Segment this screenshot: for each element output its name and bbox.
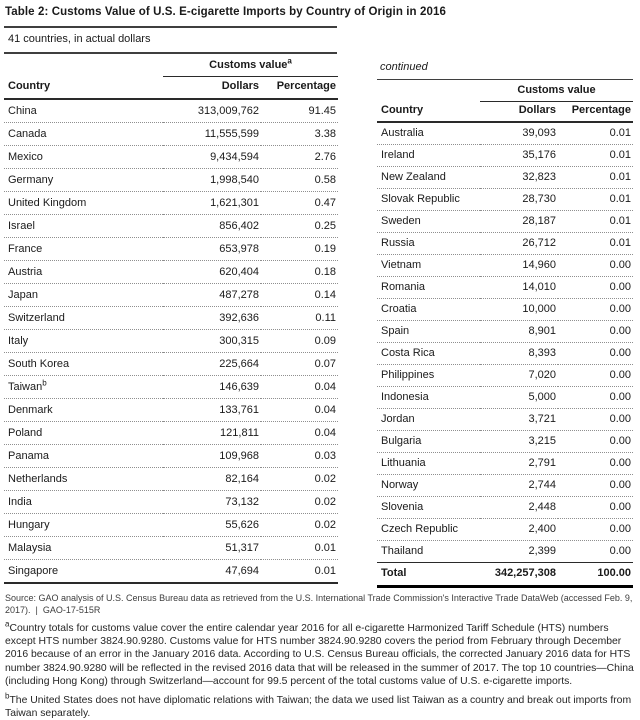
table-row <box>377 145 633 167</box>
percentage-cell: 0.00 <box>558 519 633 541</box>
table-row <box>377 431 633 453</box>
table-row <box>377 475 633 497</box>
percentage-cell: 0.00 <box>558 255 633 277</box>
dollars-cell: 11,555,599 <box>163 123 261 146</box>
table-row <box>377 519 633 541</box>
dollars-cell: 856,402 <box>163 215 261 238</box>
left-column <box>4 54 338 584</box>
country-cell: Slovak Republic <box>377 189 480 211</box>
dollars-cell: 47,694 <box>163 560 261 584</box>
country-cell: Sweden <box>377 211 480 233</box>
country-cell: Vietnam <box>377 255 480 277</box>
dollars-cell: 10,000 <box>480 299 558 321</box>
dollars-cell: 109,968 <box>163 445 261 468</box>
total-label-cell: Total <box>377 563 480 587</box>
dollars-cell: 3,721 <box>480 409 558 431</box>
table-row <box>377 255 633 277</box>
footnote-b-marker: b <box>5 691 10 701</box>
percentage-cell: 0.00 <box>558 277 633 299</box>
footnote-a-text: Country totals for customs value cover the entire calendar year 2016 for all e-cigarette Harmonized Tariff Schedule (HTS) numbers except HTS number 3824.90.9280. Customs value for HTS number 3824.90.9280 covers the period from February through December 2016 because of an error in the January 2016 data. According to U.S. Census Bureau officials, the corrected January 2016 data for HTS number 3824.90.9280 will be reflected in the revised 2016 data that will be released in the summer of 2017. The top 10 countries—China (including Hong Kong) through Switzerland—account for 99.5 percent of the total customs value of U.S. e-cigarette imports. <box>5 623 634 687</box>
country-cell: Norway <box>377 475 480 497</box>
country-cell: Thailand <box>377 541 480 563</box>
dollars-cell: 133,761 <box>163 399 261 422</box>
table-row <box>377 541 633 563</box>
country-cell: Japan <box>4 284 163 307</box>
country-cell: Croatia <box>377 299 480 321</box>
table-row <box>377 453 633 475</box>
percentage-cell: 0.09 <box>261 330 338 353</box>
table-row <box>4 422 338 445</box>
percentage-cell: 0.02 <box>261 491 338 514</box>
right-column <box>377 54 633 588</box>
group-header-customs-value: Customs value <box>480 80 633 102</box>
percentage-cell: 3.38 <box>261 123 338 146</box>
dollars-cell: 653,978 <box>163 238 261 261</box>
footnote-a <box>5 619 636 688</box>
percentage-cell: 0.03 <box>261 445 338 468</box>
country-cell: New Zealand <box>377 167 480 189</box>
percentage-cell: 0.04 <box>261 399 338 422</box>
country-cell: Indonesia <box>377 387 480 409</box>
table-row <box>4 445 338 468</box>
table-row <box>377 343 633 365</box>
country-cell: Israel <box>4 215 163 238</box>
group-header-customs-value <box>163 54 338 77</box>
dollars-cell: 2,399 <box>480 541 558 563</box>
total-percentage-cell: 100.00 <box>558 563 633 587</box>
country-cell: Italy <box>4 330 163 353</box>
dollars-cell: 8,393 <box>480 343 558 365</box>
percentage-cell: 0.00 <box>558 431 633 453</box>
percentage-column-header: Percentage <box>558 101 633 122</box>
country-cell: Ireland <box>377 145 480 167</box>
percentage-cell: 0.00 <box>558 321 633 343</box>
dollars-cell: 82,164 <box>163 468 261 491</box>
percentage-cell: 0.01 <box>261 560 338 584</box>
country-cell: Spain <box>377 321 480 343</box>
dollars-cell: 9,434,594 <box>163 146 261 169</box>
percentage-cell: 0.00 <box>558 299 633 321</box>
percentage-cell: 0.00 <box>558 387 633 409</box>
percentage-cell: 0.04 <box>261 422 338 445</box>
percentage-cell: 0.01 <box>261 537 338 560</box>
country-cell: Austria <box>4 261 163 284</box>
country-cell: Germany <box>4 169 163 192</box>
footnote-b <box>5 691 636 720</box>
country-cell: Australia <box>381 127 424 139</box>
table-row <box>377 122 633 145</box>
dollars-column-header: Dollars <box>163 77 261 100</box>
dollars-cell: 28,187 <box>480 211 558 233</box>
dollars-cell: 5,000 <box>480 387 558 409</box>
country-cell: Costa Rica <box>377 343 480 365</box>
table-row <box>4 330 338 353</box>
country-cell: South Korea <box>4 353 163 376</box>
table-row <box>4 353 338 376</box>
percentage-cell: 0.07 <box>261 353 338 376</box>
percentage-cell: 0.00 <box>558 409 633 431</box>
table-row <box>4 215 338 238</box>
table-columns <box>4 54 636 588</box>
table-row <box>377 321 633 343</box>
table-row <box>4 284 338 307</box>
dollars-cell: 39,093 <box>522 127 556 139</box>
dollars-cell: 313,009,762 <box>197 104 259 117</box>
source-note: Source: GAO analysis of U.S. Census Bureau data as retrieved from the U.S. International Trade Commission's Interactive Trade DataWeb (accessed Feb. 9, 2017). | GAO-17-515R <box>5 593 635 615</box>
percentage-cell: 0.18 <box>261 261 338 284</box>
group-header-row <box>4 54 338 77</box>
country-cell: China <box>8 104 37 117</box>
table-row <box>377 189 633 211</box>
footnote-a-marker: a <box>5 619 10 629</box>
country-cell: Czech Republic <box>377 519 480 541</box>
table-row <box>4 560 338 584</box>
dollars-cell: 1,998,540 <box>163 169 261 192</box>
footnote-ref-b: b <box>42 377 47 387</box>
country-cell: Jordan <box>377 409 480 431</box>
dollars-cell: 14,010 <box>480 277 558 299</box>
table-row <box>377 497 633 519</box>
dollars-cell: 225,664 <box>163 353 261 376</box>
percentage-cell: 0.47 <box>261 192 338 215</box>
percentage-cell: 0.14 <box>261 284 338 307</box>
country-cell: Bulgaria <box>377 431 480 453</box>
table-row <box>377 365 633 387</box>
customs-value-table-right <box>377 79 633 588</box>
group-header-label: Customs value <box>209 59 288 71</box>
percentage-cell: 0.01 <box>558 233 633 255</box>
table-row <box>377 233 633 255</box>
dollars-cell: 73,132 <box>163 491 261 514</box>
table-footer <box>4 593 636 720</box>
dollars-cell: 35,176 <box>480 145 558 167</box>
dollars-cell: 7,020 <box>480 365 558 387</box>
percentage-cell: 0.00 <box>558 343 633 365</box>
percentage-cell: 0.01 <box>558 189 633 211</box>
customs-value-table-left <box>4 54 338 584</box>
percentage-cell: 0.58 <box>261 169 338 192</box>
country-cell: Singapore <box>4 560 163 584</box>
country-cell: Romania <box>377 277 480 299</box>
country-cell: Lithuania <box>377 453 480 475</box>
country-cell: Malaysia <box>4 537 163 560</box>
table-row <box>4 192 338 215</box>
percentage-cell: 0.01 <box>558 211 633 233</box>
percentage-cell: 0.04 <box>261 376 338 399</box>
dollars-cell: 2,744 <box>480 475 558 497</box>
dollars-cell: 55,626 <box>163 514 261 537</box>
dollars-cell: 2,448 <box>480 497 558 519</box>
total-row <box>377 563 633 587</box>
country-cell: Canada <box>4 123 163 146</box>
table-subtitle: 41 countries, in actual dollars <box>4 28 337 54</box>
table-row <box>4 468 338 491</box>
table-row <box>4 238 338 261</box>
table-row <box>4 376 338 399</box>
percentage-cell: 0.01 <box>558 167 633 189</box>
table-row <box>377 167 633 189</box>
table-row <box>4 537 338 560</box>
table-row <box>377 211 633 233</box>
dollars-cell: 487,278 <box>163 284 261 307</box>
country-column-header: Country <box>4 77 163 100</box>
table-row <box>4 491 338 514</box>
group-header-row <box>377 80 633 102</box>
country-cell: Mexico <box>4 146 163 169</box>
country-cell: France <box>4 238 163 261</box>
percentage-cell: 0.00 <box>558 497 633 519</box>
dollars-cell: 26,712 <box>480 233 558 255</box>
country-cell: Hungary <box>4 514 163 537</box>
table-row <box>4 123 338 146</box>
percentage-cell: 0.00 <box>558 541 633 563</box>
table-row <box>4 99 338 123</box>
dollars-cell: 1,621,301 <box>163 192 261 215</box>
dollars-cell: 8,901 <box>480 321 558 343</box>
table-row <box>377 277 633 299</box>
group-header-spacer <box>377 80 480 102</box>
dollars-cell: 121,811 <box>163 422 261 445</box>
percentage-cell: 2.76 <box>261 146 338 169</box>
country-cell: United Kingdom <box>4 192 163 215</box>
table-title: Table 2: Customs Value of U.S. E-cigarette Imports by Country of Origin in 2016 <box>5 6 446 18</box>
column-header-row <box>4 77 338 100</box>
country-cell: Denmark <box>4 399 163 422</box>
percentage-cell: 0.01 <box>558 145 633 167</box>
table-row <box>4 146 338 169</box>
dollars-column-header: Dollars <box>480 101 558 122</box>
footnote-ref-a: a <box>287 56 292 66</box>
percentage-cell: 0.25 <box>261 215 338 238</box>
country-cell: Russia <box>377 233 480 255</box>
country-cell: Philippines <box>377 365 480 387</box>
percentage-column-header: Percentage <box>261 77 338 100</box>
percentage-cell: 0.19 <box>261 238 338 261</box>
country-column-header: Country <box>377 101 480 122</box>
percentage-cell: 0.11 <box>261 307 338 330</box>
country-cell: Taiwan$^b$ <box>4 376 163 399</box>
dollars-cell: 3,215 <box>480 431 558 453</box>
total-dollars-cell: 342,257,308 <box>480 563 558 587</box>
percentage-cell: 0.02 <box>261 468 338 491</box>
dollars-cell: 300,315 <box>163 330 261 353</box>
dollars-cell: 392,636 <box>163 307 261 330</box>
footnote-b-text: The United States does not have diplomatic relations with Taiwan; the data we used list Taiwan as a country and break out imports from Taiwan separately. <box>5 695 632 720</box>
dollars-cell: 14,960 <box>480 255 558 277</box>
country-cell: Switzerland <box>4 307 163 330</box>
percentage-cell: 0.00 <box>558 453 633 475</box>
country-cell: Slovenia <box>377 497 480 519</box>
country-cell: Netherlands <box>4 468 163 491</box>
continued-label: continued <box>380 61 428 73</box>
table-row <box>377 387 633 409</box>
percentage-cell: 0.00 <box>558 475 633 497</box>
dollars-cell: 146,639 <box>163 376 261 399</box>
table-row <box>4 514 338 537</box>
dollars-cell: 620,404 <box>163 261 261 284</box>
country-cell: Poland <box>4 422 163 445</box>
group-header-spacer <box>4 54 163 77</box>
percentage-cell: 0.02 <box>261 514 338 537</box>
country-cell: Panama <box>4 445 163 468</box>
dollars-cell: 2,791 <box>480 453 558 475</box>
table-row <box>4 169 338 192</box>
dollars-cell: 28,730 <box>480 189 558 211</box>
percentage-cell: 0.00 <box>558 365 633 387</box>
percentage-cell: 91.45 <box>308 104 337 117</box>
table-row <box>4 399 338 422</box>
table-row <box>377 409 633 431</box>
country-cell: India <box>4 491 163 514</box>
table-row <box>377 299 633 321</box>
dollars-cell: 51,317 <box>163 537 261 560</box>
dollars-cell: 32,823 <box>480 167 558 189</box>
table-row <box>4 307 338 330</box>
percentage-cell: 0.01 <box>609 127 631 139</box>
dollars-cell: 2,400 <box>480 519 558 541</box>
column-header-row <box>377 101 633 122</box>
table-row <box>4 261 338 284</box>
